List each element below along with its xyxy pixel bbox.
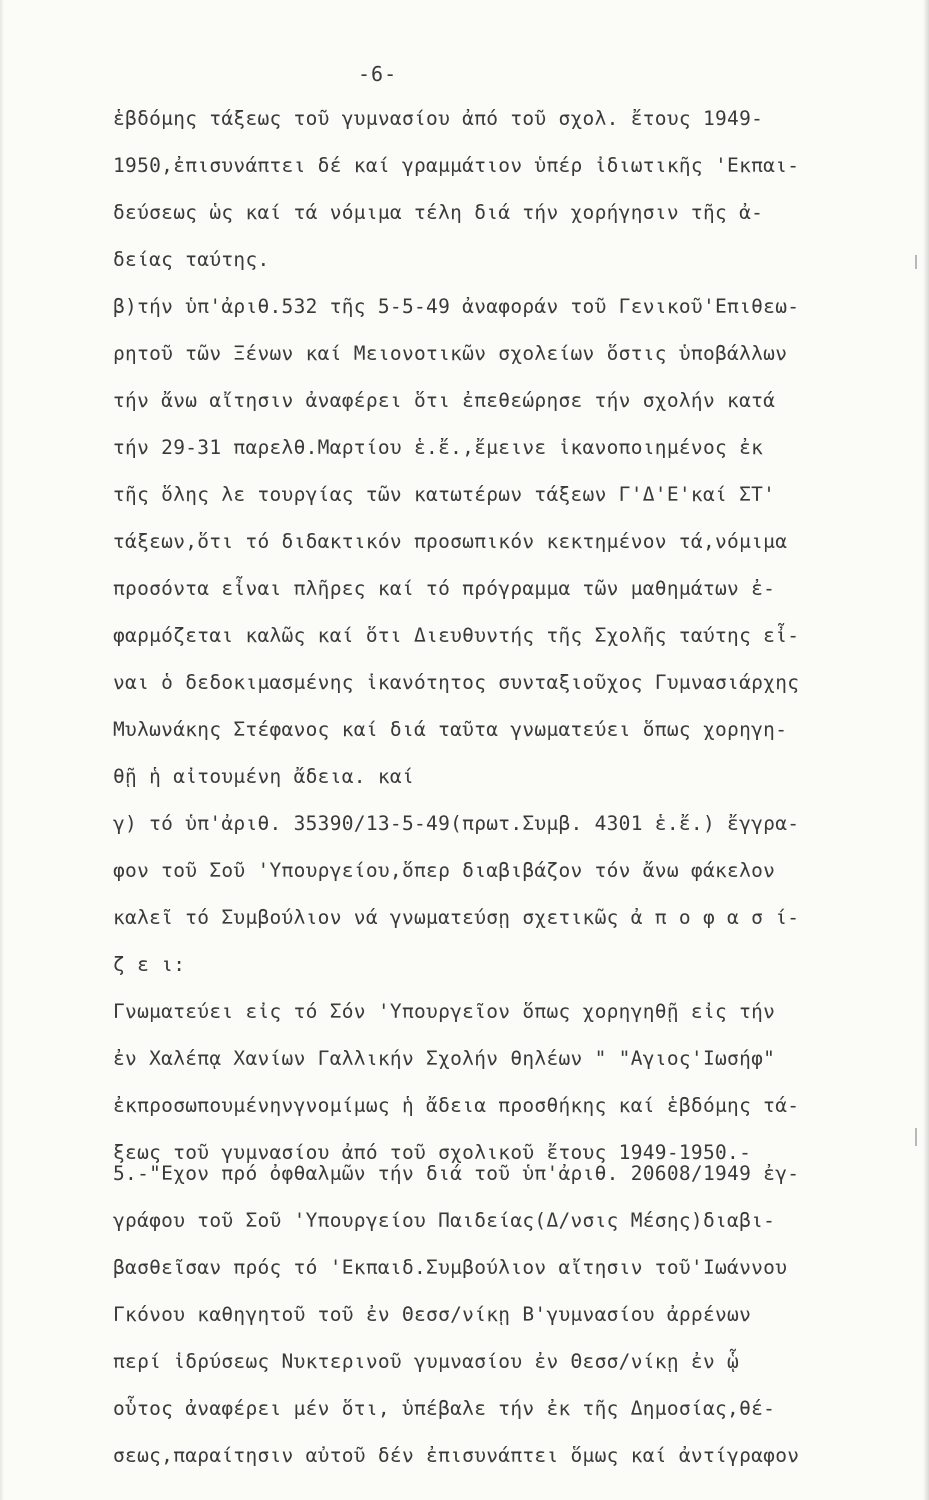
text-line: ζ ε ι: (113, 953, 186, 976)
text-line: γράφου τοῦ Σοῦ 'Υπουργείου Παιδείας(Δ/νσις Μέσης)διαβι- (113, 1209, 776, 1232)
text-line: ναι ὁ δεδοκιμασμένης ἱκανότητος συνταξιοῦχος Γυμνασιάρχης (113, 671, 800, 694)
text-line: Μυλωνάκης Στέφανος καί διά ταῦτα γνωματεύει ὅπως χορηγη- (113, 718, 788, 741)
text-line: ρητοῦ τῶν Ξένων καί Μειονοτικῶν σχολείων ὅστις ὑποβάλλων (113, 342, 788, 365)
text-line: περί ἱδρύσεως Νυκτερινοῦ γυμνασίου ἐν Θεσσ/νίκῃ ἐν ᾧ (113, 1350, 740, 1373)
text-line: δεύσεως ὡς καί τά νόμιμα τέλη διά τήν χορήγησιν τῆς ἀ- (113, 201, 764, 224)
text-line: ἑβδόμης τάξεως τοῦ γυμνασίου ἀπό τοῦ σχολ. ἔτους 1949- (113, 107, 764, 130)
text-line: φαρμόζεται καλῶς καί ὅτι Διευθυντής τῆς Σχολῆς ταύτης εἶ- (113, 624, 800, 647)
margin-mark (915, 255, 917, 269)
margin-mark (915, 1128, 917, 1146)
text-line: γ) τό ὑπ'ἀριθ. 35390/13-5-49(πρωτ.Συμβ. 4301 ἑ.ἔ.) ἔγγρα- (113, 812, 800, 835)
text-line: σεως,παραίτησιν αὐτοῦ δέν ἐπισυνάπτει ὅμως καί ἀντίγραφον (113, 1444, 800, 1467)
text-line: ξεως τοῦ γυμνασίου ἀπό τοῦ σχολικοῦ ἔτους 1949-1950.- (113, 1141, 752, 1164)
text-line: τήν ἄνω αἴτησιν ἀναφέρει ὅτι ἐπεθεώρησε τήν σχολήν κατά (113, 389, 776, 412)
text-line: β)τήν ὑπ'ἀριθ.532 τῆς 5-5-49 ἀναφοράν τοῦ Γενικοῦ'Επιθεω- (113, 295, 800, 318)
text-line: ἐν Χαλέπᾳ Χανίων Γαλλικήν Σχολήν θηλέων " "Αγιος'Ιωσήφ" (113, 1047, 776, 1070)
text-line: θῇ ἡ αἰτουμένη ἄδεια. καί (113, 765, 414, 788)
text-line: δείας ταύτης. (113, 248, 270, 271)
text-line: Γνωματεύει εἰς τό Σόν 'Υπουργεῖον ὅπως χορηγηθῇ εἰς τήν (113, 1000, 776, 1023)
text-line: 5.-"Εχον πρό ὀφθαλμῶν τήν διά τοῦ ὑπ'ἀριθ. 20608/1949 ἐγ- (113, 1162, 800, 1185)
text-line: ἐκπροσωπουμένηνγνομίμως ἡ ἄδεια προσθήκης καί ἑβδόμης τά- (113, 1094, 800, 1117)
text-line: τάξεων,ὅτι τό διδακτικόν προσωπικόν κεκτημένον τά,νόμιμα (113, 530, 788, 553)
text-line: Γκόνου καθηγητοῦ τοῦ ἐν Θεσσ/νίκῃ Β'γυμνασίου ἀρρένων (113, 1303, 752, 1326)
paragraph-block-1 (113, 95, 883, 1176)
text-line: 1950,ἐπισυνάπτει δέ καί γραμμάτιον ὑπέρ ἰδιωτικῆς 'Εκπαι- (113, 154, 800, 177)
text-line: βασθεῖσαν πρός τό 'Εκπαιδ.Συμβούλιον αἴτησιν τοῦ'Ιωάννου (113, 1256, 788, 1279)
text-line: τήν 29-31 παρελθ.Μαρτίου ἑ.ἔ.,ἔμεινε ἱκανοποιημένος ἐκ (113, 436, 764, 459)
text-line: τῆς ὅλης λε τουργίας τῶν κατωτέρων τάξεων Γ'Δ'Ε'καί ΣΤ' (113, 483, 776, 506)
text-line: φον τοῦ Σοῦ 'Υπουργείου,ὅπερ διαβιβάζον τόν ἄνω φάκελον (113, 859, 776, 882)
text-line: προσόντα εἶναι πλῆρες καί τό πρόγραμμα τῶν μαθημάτων ἐ- (113, 577, 776, 600)
text-line: καλεῖ τό Συμβούλιον νά γνωματεύσῃ σχετικῶς ἀ π ο φ α σ ί- (113, 906, 800, 929)
paragraph-block-2 (113, 1150, 883, 1479)
text-line: οὗτος ἀναφέρει μέν ὅτι, ὑπέβαλε τήν ἐκ τῆς Δημοσίας,θέ- (113, 1397, 776, 1420)
page-number: -6- (358, 62, 398, 86)
page-right-edge (923, 0, 929, 1500)
page-left-edge (0, 0, 4, 1500)
